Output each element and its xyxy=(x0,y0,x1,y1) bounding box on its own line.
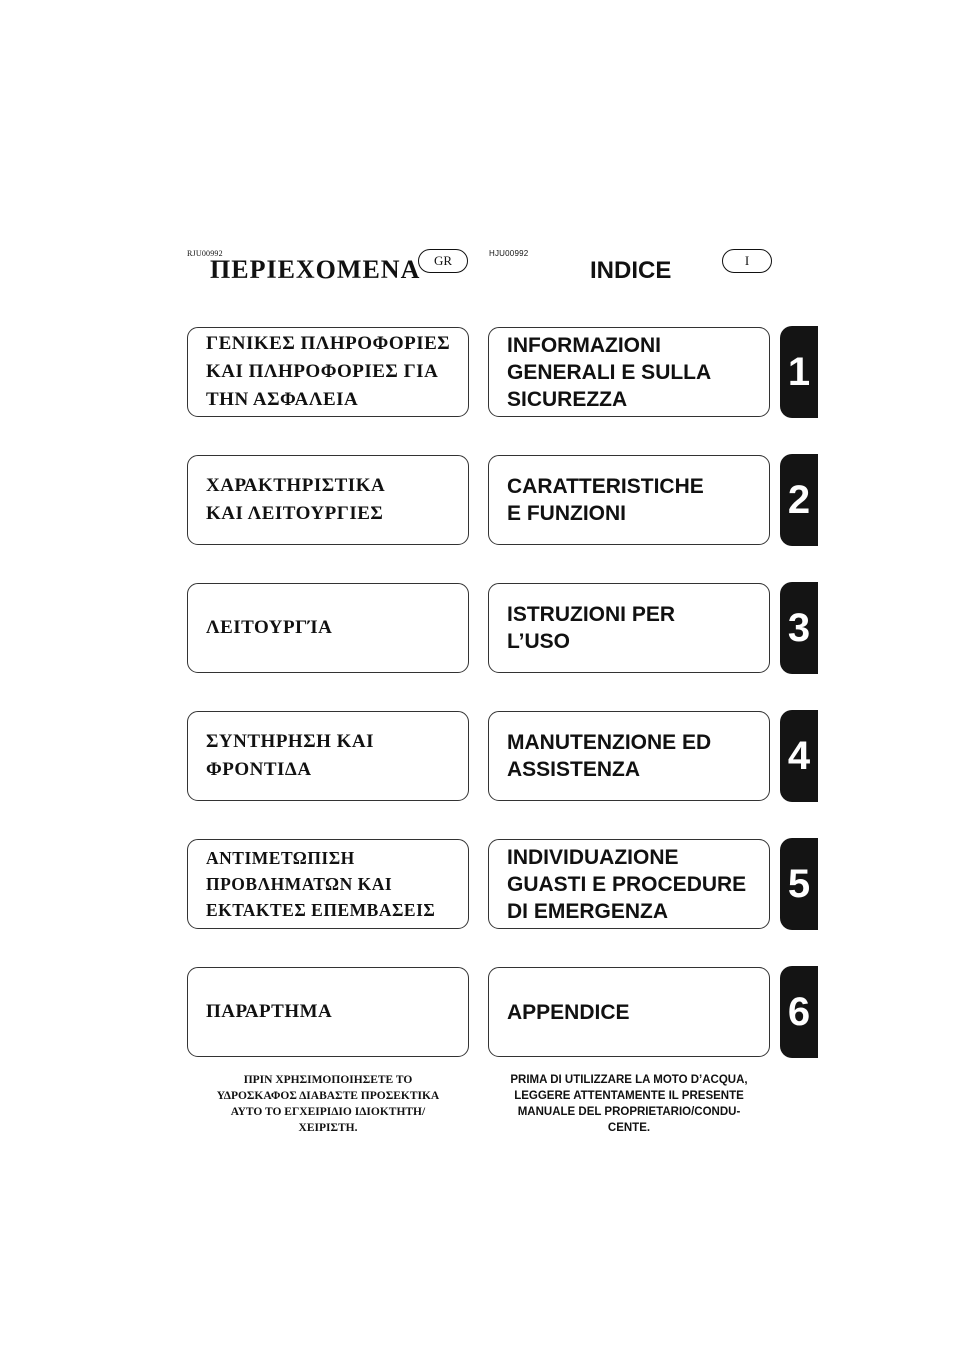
section-3-tab[interactable]: 3 xyxy=(780,582,818,674)
italian-language-badge: I xyxy=(722,249,772,273)
section-2-italian-link[interactable]: CARATTERISTICHE E FUNZIONI xyxy=(488,455,770,545)
section-6-italian-link[interactable]: APPENDICE xyxy=(488,967,770,1057)
greek-reference-code: RJU00992 xyxy=(187,249,223,258)
section-6-greek-link[interactable]: ΠΑΡΑΡΤΗΜΑ xyxy=(187,967,469,1057)
section-1-greek-link[interactable]: ΓΕΝΙΚΕΣ ΠΛΗΡΟΦΟΡΙΕΣ ΚΑΙ ΠΛΗΡΟΦΟΡΙΕΣ ΓΙΑ ΤΗΝ ΑΣΦΑΛΕΙΑ xyxy=(187,327,469,417)
section-5-tab[interactable]: 5 xyxy=(780,838,818,930)
section-5-greek-link[interactable]: ΑΝΤΙΜΕΤΩΠΙΣΗ ΠΡΟΒΛΗΜΑΤΩΝ ΚΑΙ ΕΚΤΑΚΤΕΣ ΕΠΕΜΒΑΣΕΙΣ xyxy=(187,839,469,929)
italian-read-manual-note: PRIMA DI UTILIZZARE LA MOTO D’ACQUA, LEGGERE ATTENTAMENTE IL PRESENTE MANUALE DEL PROPRIETARIO/CONDU- CENTE. xyxy=(510,1074,748,1134)
section-1-tab[interactable]: 1 xyxy=(780,326,818,418)
section-4-italian-link[interactable]: MANUTENZIONE ED ASSISTENZA xyxy=(488,711,770,801)
section-2-greek-link[interactable]: ΧΑΡΑΚΤΗΡΙΣΤΙΚΑ ΚΑΙ ΛΕΙΤΟΥΡΓΙΕΣ xyxy=(187,455,469,545)
italian-reference-code: HJU00992 xyxy=(489,249,529,258)
section-1-italian-link[interactable]: INFORMAZIONI GENERALI E SULLA SICUREZZA xyxy=(488,327,770,417)
greek-language-badge: GR xyxy=(418,249,468,273)
section-3-italian-link[interactable]: ISTRUZIONI PER L’USO xyxy=(488,583,770,673)
section-2-tab[interactable]: 2 xyxy=(780,454,818,546)
italian-contents-title: INDICE xyxy=(590,257,672,284)
section-4-tab[interactable]: 4 xyxy=(780,710,818,802)
section-4-greek-link[interactable]: ΣΥΝΤΗΡΗΣΗ ΚΑΙ ΦΡΟΝΤΙΔΑ xyxy=(187,711,469,801)
section-6-tab[interactable]: 6 xyxy=(780,966,818,1058)
section-3-greek-link[interactable]: ΛΕΙΤΟΥΡΓΊΑ xyxy=(187,583,469,673)
section-5-italian-link[interactable]: INDIVIDUAZIONE GUASTI E PROCEDURE DI EMERGENZA xyxy=(488,839,770,929)
greek-contents-title: ΠΕΡΙΕΧΟΜΕΝΑ xyxy=(210,255,421,284)
greek-read-manual-note: ΠΡΙΝ ΧΡΗΣΙΜΟΠΟΙΗΣΕΤΕ ΤΟ ΥΔΡΟΣΚΑΦΟΣ ΔΙΑΒΑΣΤΕ ΠΡΟΣΕΚΤΙΚΑ ΑΥΤΟ ΤΟ ΕΓΧΕΙΡΙΔΙΟ ΙΔΙΟΚΤΗΤΗ/ ΧΕΙΡΙΣΤΗ. xyxy=(216,1074,440,1134)
